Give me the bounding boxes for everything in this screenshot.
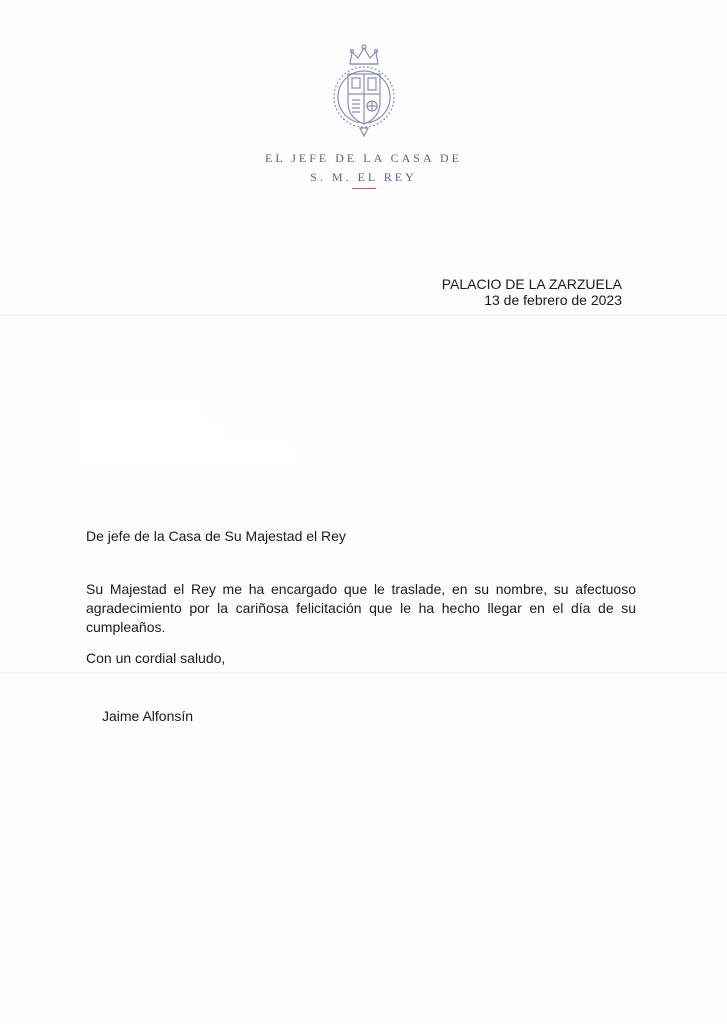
royal-crest-icon	[324, 42, 404, 138]
letter-closing: Con un cordial saludo,	[86, 650, 226, 666]
letter-salutation: De jefe de la Casa de Su Majestad el Rey	[86, 528, 346, 544]
paper-fold	[0, 672, 727, 675]
letterhead-underline	[352, 188, 376, 189]
letterhead-title: EL JEFE DE LA CASA DE	[265, 151, 462, 165]
letter-date: 13 de febrero de 2023	[484, 292, 622, 308]
redacted-address	[82, 420, 222, 442]
redacted-address	[82, 440, 294, 468]
letter-signature: Jaime Alfonsín	[102, 708, 194, 724]
paper-fold	[0, 314, 727, 317]
letterhead-subtitle: S. M. EL REY	[310, 170, 417, 184]
place-name: PALACIO DE LA ZARZUELA	[441, 276, 622, 292]
place-date-block	[442, 276, 622, 308]
letter-paragraph: Su Majestad el Rey me ha encargado que le traslade, en su nombre, su afectuoso agradecimiento por la cariñosa felicitación que le ha hecho llegar en el día de su cumpleaños.	[86, 581, 636, 635]
